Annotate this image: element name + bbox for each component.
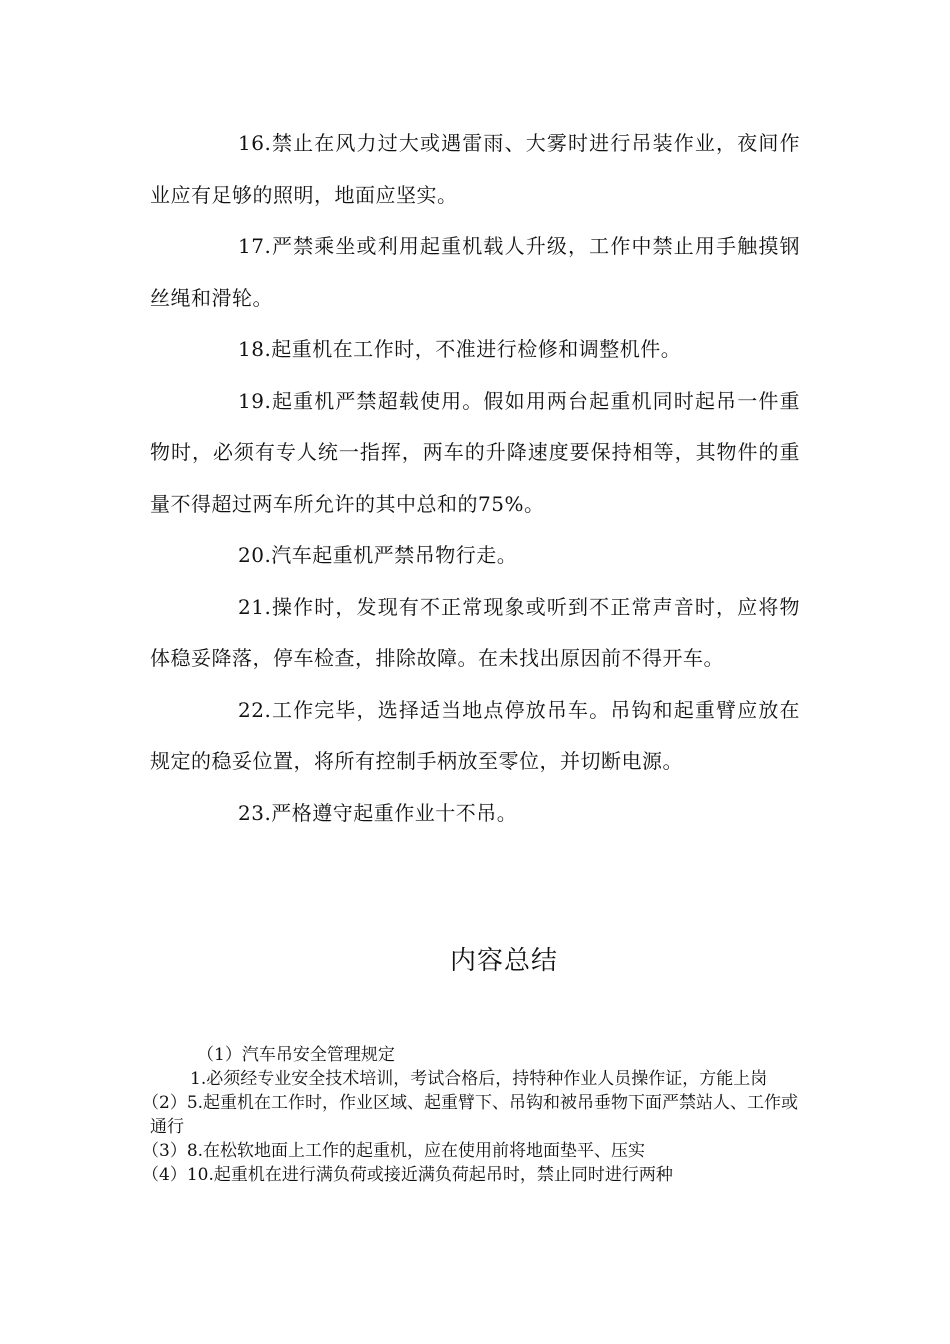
rules-section xyxy=(150,118,800,839)
summary-item-2: （2）5.起重机在工作时，作业区域、起重臂下、吊钩和被吊垂物下面严禁站人、工作或通行 xyxy=(142,1093,799,1137)
rule-19: 19.起重机严禁超载使用。假如用两台起重机同时起吊一件重物时，必须有专人统一指挥，两车的升降速度要保持相等，其物件的重量不得超过两车所允许的其中总和的75%。 xyxy=(150,388,800,516)
summary-item-3: （3）8.在松软地面上工作的起重机，应在使用前将地面垫平、压实 xyxy=(142,1141,646,1161)
summary-item-1: 1.必须经专业安全技术培训，考试合格后，持特种作业人员操作证，方能上岗 xyxy=(190,1069,768,1089)
rule-20: 20.汽车起重机严禁吊物行走。 xyxy=(238,543,518,567)
summary-item-4: （4）10.起重机在进行满负荷或接近满负荷起吊时，禁止同时进行两种 xyxy=(142,1165,673,1185)
rule-17: 17.严禁乘坐或利用起重机载人升级，工作中禁止用手触摸钢丝绳和滑轮。 xyxy=(150,234,800,310)
rule-18: 18.起重机在工作时，不准进行检修和调整机件。 xyxy=(238,337,682,361)
summary-section xyxy=(142,1043,800,1187)
rule-23: 23.严格遵守起重作业十不吊。 xyxy=(238,800,518,825)
summary-heading: （1）汽车吊安全管理规定 xyxy=(197,1045,395,1065)
rule-21: 21.操作时，发现有不正常现象或听到不正常声音时，应将物体稳妥降落，停车检查，排除故障。在未找出原因前不得开车。 xyxy=(150,594,800,670)
rule-16: 16.禁止在风力过大或遇雷雨、大雾时进行吊装作业，夜间作业应有足够的照明，地面应坚实。 xyxy=(150,131,800,207)
rule-22: 22.工作完毕，选择适当地点停放吊车。吊钩和起重臂应放在规定的稳妥位置，将所有控制手柄放至零位，并切断电源。 xyxy=(150,697,800,773)
summary-title: 内容总结 xyxy=(449,946,558,976)
